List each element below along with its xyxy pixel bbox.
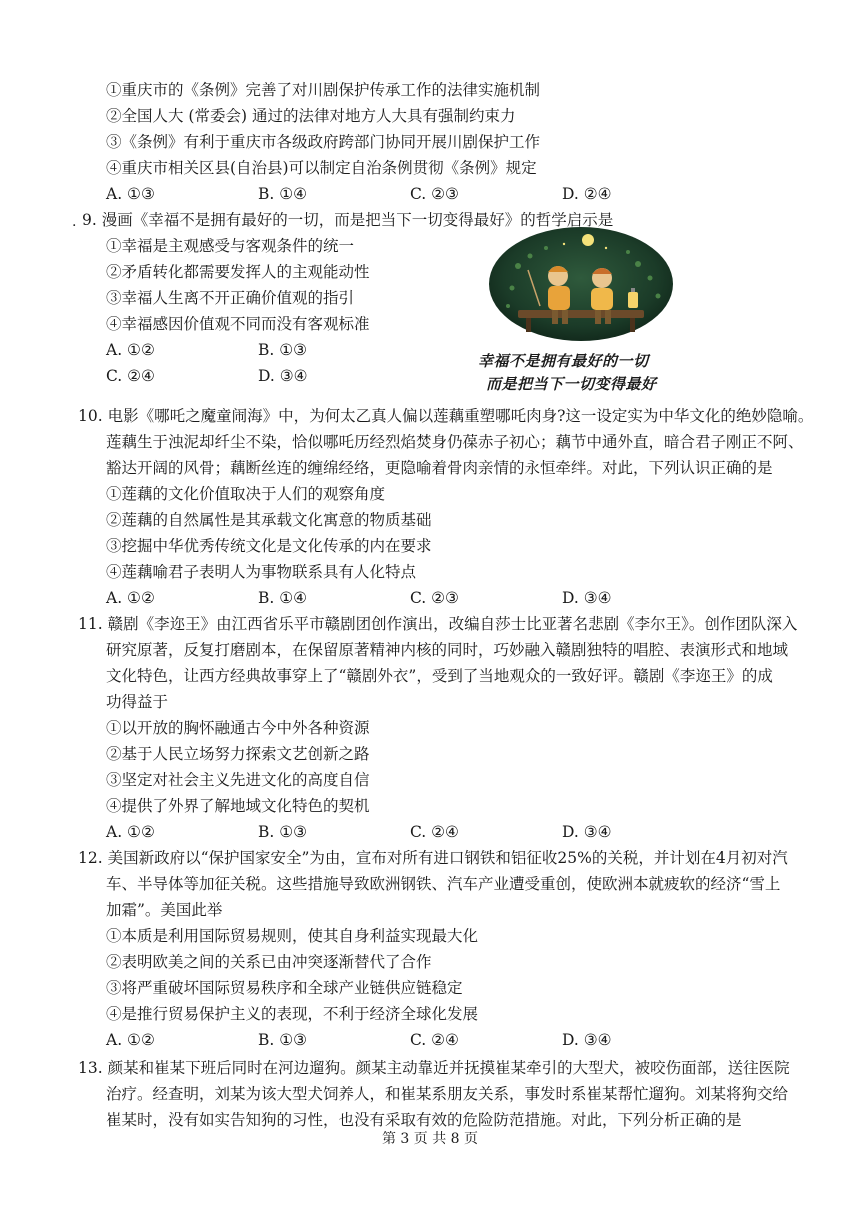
q10-option-d[interactable]: D. ③④ bbox=[562, 589, 612, 607]
q12-option-b[interactable]: B. ①③ bbox=[258, 1031, 308, 1049]
q9-stem: 9. 漫画《幸福不是拥有最好的一切，而是把当下一切变得最好》的哲学启示是 bbox=[82, 211, 614, 229]
q9-item-3: ③幸福人生离不开正确价值观的指引 bbox=[106, 289, 355, 307]
cartoon-caption-line-2: 而是把当下一切变得最好 bbox=[486, 375, 657, 393]
q12-option-c[interactable]: C. ②④ bbox=[410, 1031, 459, 1049]
q11-stem-line-4: 功得益于 bbox=[106, 693, 169, 711]
q8-item-2: ②全国人大 (常委会) 通过的法律对地方人大具有强制约束力 bbox=[106, 107, 516, 125]
q10-stem-line-2: 莲藕生于浊泥却纤尘不染，恰似哪吒历经烈焰焚身仍葆赤子初心；藕节中通外直，暗合君子刚正不阿、 bbox=[106, 433, 804, 451]
q9-item-4: ④幸福感因价值观不同而没有客观标准 bbox=[106, 315, 370, 333]
q12-stem-line-3: 加霜”。美国此举 bbox=[106, 901, 223, 919]
page-footer: 第 3 页 共 8 页 bbox=[381, 1131, 479, 1147]
q8-item-4: ④重庆市相关区县(自治县)可以制定自治条例贯彻《条例》规定 bbox=[106, 159, 537, 177]
q11-stem-line-2: 研究原著，反复打磨剧本，在保留原著精神内核的同时，巧妙融入赣剧独特的唱腔、表演形式和地域 bbox=[106, 641, 789, 659]
stray-mark: . bbox=[72, 214, 77, 230]
q9-option-b[interactable]: B. ①③ bbox=[258, 341, 308, 359]
q13-stem-line-3: 崔某时，没有如实告知狗的习性，也没有采取有效的危险防范措施。对此，下列分析正确的是 bbox=[106, 1111, 742, 1129]
q11-item-3: ③坚定对社会主义先进文化的高度自信 bbox=[106, 771, 370, 789]
q10-stem-line-3: 豁达开阔的风骨；藕断丝连的缠绵经络，更隐喻着骨肉亲情的永恒牵绊。对此，下列认识正确的是 bbox=[106, 459, 773, 477]
q11-stem-line-1: 11. 赣剧《李迩王》由江西省乐平市赣剧团创作演出，改编自莎士比亚著名悲剧《李尔王》。创作团队深入 bbox=[78, 615, 798, 633]
q9-option-a[interactable]: A. ①② bbox=[106, 341, 155, 359]
q11-option-b[interactable]: B. ①③ bbox=[258, 823, 308, 841]
q11-option-d[interactable]: D. ③④ bbox=[562, 823, 612, 841]
q11-stem-line-3: 文化特色，让西方经典故事穿上了“赣剧外衣”，受到了当地观众的一致好评。赣剧《李迩王》的成 bbox=[106, 667, 773, 685]
q9-option-d[interactable]: D. ③④ bbox=[258, 367, 308, 385]
q8-option-d[interactable]: D. ②④ bbox=[562, 185, 612, 203]
q12-option-a[interactable]: A. ①② bbox=[106, 1031, 155, 1049]
cartoon-caption-line-1: 幸福不是拥有最好的一切 bbox=[478, 352, 649, 370]
q9-item-2: ②矛盾转化都需要发挥人的主观能动性 bbox=[106, 263, 370, 281]
q9-option-c[interactable]: C. ②④ bbox=[106, 367, 155, 385]
q8-item-3: ③《条例》有利于重庆市各级政府跨部门协同开展川剧保护工作 bbox=[106, 133, 541, 151]
q10-stem-line-1: 10. 电影《哪吒之魔童闹海》中，为何太乙真人偏以莲藕重塑哪吒肉身?这一设定实为中华文化的绝妙隐喻。 bbox=[78, 407, 814, 425]
q8-item-1: ①重庆市的《条例》完善了对川剧保护传承工作的法律实施机制 bbox=[106, 81, 541, 99]
q12-stem-line-2: 车、半导体等加征关税。这些措施导致欧洲钢铁、汽车产业遭受重创，使欧洲本就疲软的经济“雪上 bbox=[106, 875, 781, 893]
q8-option-b[interactable]: B. ①④ bbox=[258, 185, 308, 203]
q12-item-2: ②表明欧美之间的关系已由冲突逐渐替代了合作 bbox=[106, 953, 432, 971]
q12-option-d[interactable]: D. ③④ bbox=[562, 1031, 612, 1049]
q10-option-a[interactable]: A. ①② bbox=[106, 589, 155, 607]
q8-option-a[interactable]: A. ①③ bbox=[106, 185, 155, 203]
q11-option-c[interactable]: C. ②④ bbox=[410, 823, 459, 841]
q11-option-a[interactable]: A. ①② bbox=[106, 823, 155, 841]
happiness-cartoon-image bbox=[488, 226, 674, 342]
q11-item-4: ④提供了外界了解地域文化特色的契机 bbox=[106, 797, 370, 815]
q12-stem-line-1: 12. 美国新政府以“保护国家安全”为由，宣布对所有进口钢铁和铝征收25%的关税，并计划在4月初对汽 bbox=[78, 849, 788, 867]
q11-item-1: ①以开放的胸怀融通古今中外各种资源 bbox=[106, 719, 370, 737]
q10-item-1: ①莲藕的文化价值取决于人们的观察角度 bbox=[106, 485, 386, 503]
q10-item-3: ③挖掘中华优秀传统文化是文化传承的内在要求 bbox=[106, 537, 432, 555]
q12-item-1: ①本质是利用国际贸易规则，使其自身利益实现最大化 bbox=[106, 927, 479, 945]
q10-option-c[interactable]: C. ②③ bbox=[410, 589, 459, 607]
q10-option-b[interactable]: B. ①④ bbox=[258, 589, 308, 607]
q8-option-c[interactable]: C. ②③ bbox=[410, 185, 459, 203]
q9-item-1: ①幸福是主观感受与客观条件的统一 bbox=[106, 237, 355, 255]
q10-item-2: ②莲藕的自然属性是其承载文化寓意的物质基础 bbox=[106, 511, 432, 529]
q10-item-4: ④莲藕喻君子表明人为事物联系具有人化特点 bbox=[106, 563, 417, 581]
q12-item-3: ③将严重破坏国际贸易秩序和全球产业链供应链稳定 bbox=[106, 979, 463, 997]
q13-stem-line-1: 13. 颜某和崔某下班后同时在河边遛狗。颜某主动靠近并抚摸崔某牵引的大型犬，被咬伤面部，送往医院 bbox=[78, 1059, 790, 1077]
q13-stem-line-2: 治疗。经查明，刘某为该大型犬饲养人，和崔某系朋友关系，事发时系崔某帮忙遛狗。刘某将狗交给 bbox=[106, 1085, 789, 1103]
q12-item-4: ④是推行贸易保护主义的表现，不利于经济全球化发展 bbox=[106, 1005, 479, 1023]
q11-item-2: ②基于人民立场努力探索文艺创新之路 bbox=[106, 745, 370, 763]
